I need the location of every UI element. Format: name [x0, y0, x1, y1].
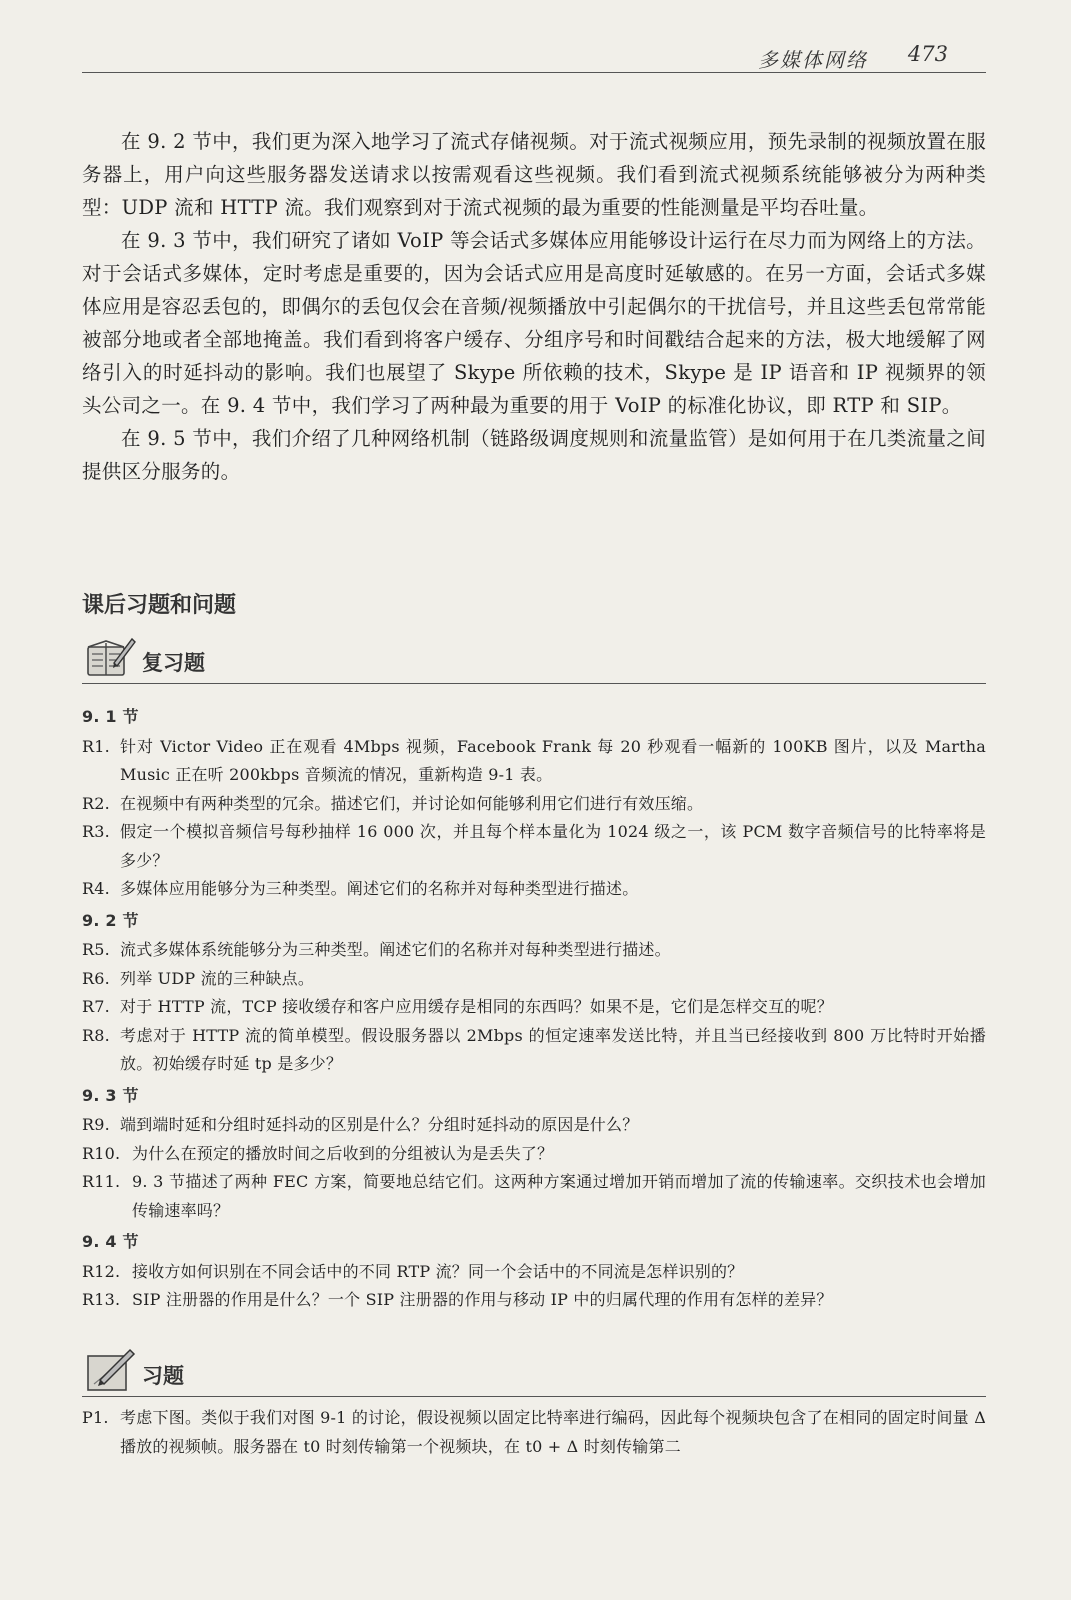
question-number: R5. [82, 940, 110, 959]
question-text: 为什么在预定的播放时间之后收到的分组被认为是丢失了？ [132, 1143, 554, 1163]
question-text: 针对 Victor Video 正在观看 4Mbps 视频，Facebook Frank 每 20 秒观看一幅新的 100KB 图片，以及 Martha Music 正在听 200kbps 音频流的情况，重新构造 9-1 表。 [120, 736, 986, 784]
question-item [82, 1286, 986, 1315]
question-text: 对于 HTTP 流，TCP 接收缓存和客户应用缓存是相同的东西吗？如果不是，它们是怎样交互的呢？ [120, 997, 833, 1016]
question-text: 流式多媒体系统能够分为三种类型。阐述它们的名称并对每种类型进行描述。 [120, 940, 671, 959]
question-text: 接收方如何识别在不同会话中的不同 RTP 流？同一个会话中的不同流是怎样识别的？ [132, 1261, 744, 1281]
notebook-pencil-icon [84, 633, 136, 681]
page-header [82, 36, 986, 73]
problem-number: P1. [82, 1408, 109, 1427]
question-item [82, 790, 986, 819]
problem-list [82, 1404, 986, 1461]
running-title: 多媒体网络 [758, 48, 868, 72]
question-item [82, 1140, 986, 1169]
question-item [82, 875, 986, 904]
review-heading [82, 633, 986, 684]
problem-text: 考虑下图。类似于我们对图 9-1 的讨论，假设视频以固定比特率进行编码，因此每个视频块包含了在相同的固定时间量 Δ 播放的视频帧。服务器在 t0 时刻传输第一个视频块，在 t0 + Δ 时刻传输第二 [120, 1408, 986, 1456]
question-section-title: 9. 4 节 [82, 1232, 139, 1251]
problem-item [82, 1404, 986, 1461]
question-number: R4. [82, 879, 110, 898]
question-number: R7. [82, 997, 110, 1016]
question-item [82, 1168, 986, 1225]
question-text: 假定一个模拟音频信号每秒抽样 16 000 次，并且每个样本量化为 1024 级之一，该 PCM 数字音频信号的比特率将是多少？ [120, 822, 986, 870]
problems-heading [82, 1346, 986, 1397]
question-item [82, 1258, 986, 1287]
summary-paragraph: 在 9. 3 节中，我们研究了诸如 VoIP 等会话式多媒体应用能够设计运行在尽力而为网络上的方法。对于会话式多媒体，定时考虑是重要的，因为会话式应用是高度时延敏感的。在另一方面，会话式多媒体应用是容忍丢包的，即偶尔的丢包仅会在音频/视频播放中引起偶尔的干扰信号，并且这些丢包常常能被部分地或者全部地掩盖。我们看到将客户缓存、分组序号和时间戳结合起来的方法，极大地缓解了网络引入的时延抖动的影响。我们也展望了 Skype 所依赖的技术，Skype 是 IP 语音和 IP 视频界的领头公司之一。在 9. 4 节中，我们学习了两种最为重要的用于 VoIP 的标准化协议，即 RTP 和 SIP。 [82, 229, 986, 417]
question-number: R10. [82, 1143, 121, 1163]
question-number: R13. [82, 1290, 121, 1309]
question-number: R2. [82, 793, 110, 813]
question-item [82, 936, 986, 965]
question-item [82, 818, 986, 875]
question-item [82, 1022, 986, 1079]
summary-paragraph: 在 9. 5 节中，我们介绍了几种网络机制（链路级调度规则和流量监管）是如何用于在几类流量之间提供区分服务的。 [82, 427, 986, 483]
chapter-summary [82, 125, 986, 488]
pencil-paper-icon [84, 1346, 136, 1394]
problems-heading-label: 习题 [142, 1364, 184, 1388]
section-title: 课后习题和问题 [82, 593, 237, 618]
review-questions [82, 700, 986, 1315]
question-text: 在视频中有两种类型的冗余。描述它们，并讨论如何能够利用它们进行有效压缩。 [120, 793, 704, 813]
question-text: SIP 注册器的作用是什么？一个 SIP 注册器的作用与移动 IP 中的归属代理的作用有怎样的差异？ [132, 1290, 833, 1309]
question-item [82, 733, 986, 790]
question-number: R11. [82, 1172, 121, 1191]
question-number: R9. [82, 1115, 110, 1134]
question-section-title: 9. 3 节 [82, 1085, 139, 1105]
question-number: R6. [82, 968, 110, 988]
question-number: R1. [82, 736, 110, 756]
question-text: 端到端时延和分组时延抖动的区别是什么？分组时延抖动的原因是什么？ [120, 1115, 639, 1134]
question-item [82, 993, 986, 1022]
review-heading-label: 复习题 [142, 651, 205, 675]
question-text: 9. 3 节描述了两种 FEC 方案，简要地总结它们。这两种方案通过增加开销而增加了流的传输速率。交织技术也会增加传输速率吗？ [132, 1172, 986, 1220]
question-section-title: 9. 1 节 [82, 707, 139, 726]
question-text: 考虑对于 HTTP 流的简单模型。假设服务器以 2Mbps 的恒定速率发送比特，并且当已经接收到 800 万比特时开始播放。初始缓存时延 tp 是多少？ [120, 1025, 986, 1073]
question-number: R8. [82, 1025, 110, 1045]
question-item [82, 965, 986, 994]
summary-paragraph: 在 9. 2 节中，我们更为深入地学习了流式存储视频。对于流式视频应用，预先录制的视频放置在服务器上，用户向这些服务器发送请求以按需观看这些视频。我们看到流式视频系统能够被分为两种类型：UDP 流和 HTTP 流。我们观察到对于流式视频的最为重要的性能测量是平均吞吐量。 [82, 130, 986, 219]
question-number: R12. [82, 1261, 121, 1281]
question-text: 多媒体应用能够分为三种类型。阐述它们的名称并对每种类型进行描述。 [120, 879, 639, 898]
question-text: 列举 UDP 流的三种缺点。 [120, 968, 315, 988]
question-section-title: 9. 2 节 [82, 910, 139, 930]
page-number: 473 [907, 42, 948, 66]
question-number: R3. [82, 822, 110, 841]
question-item [82, 1111, 986, 1140]
